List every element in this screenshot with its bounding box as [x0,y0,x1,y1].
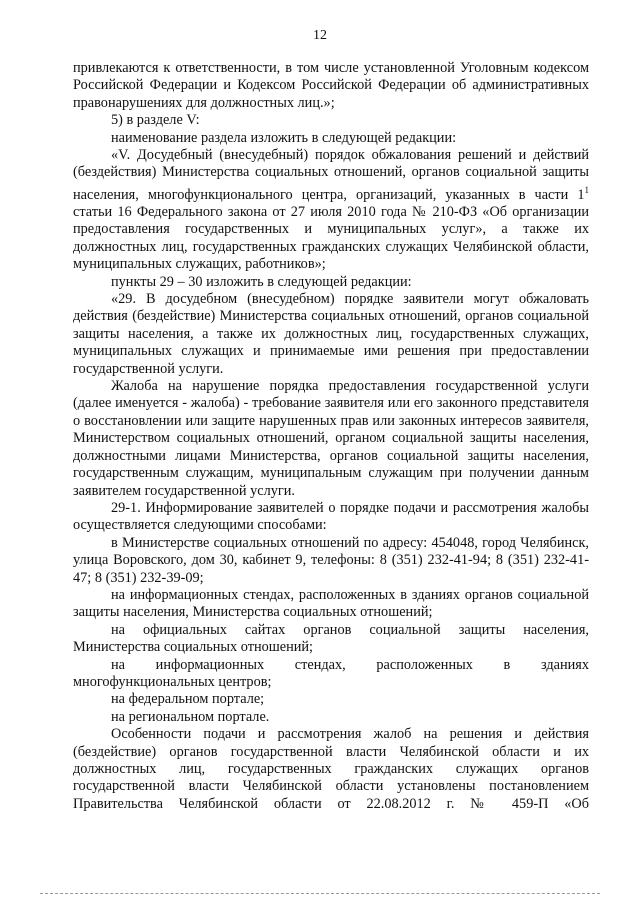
paragraph-stands-mfc: на информационных стендах, расположенных в зданиях многофункциональных центров; [73,656,589,690]
document-body [73,60,589,813]
page-number: 12 [313,28,327,43]
paragraph-complaint-definition: Жалоба на нарушение порядка предоставления государственной услуги (далее именуется - жалоба) - требование заявителя или его законного представителя о восстановлении или защите нарушенных прав или законных интересов заявителя, Министерством социальных отношений, органом социальной защиты населения, должностными лицами Министерства, органов социальной защиты населения, государственным служащим, муниципальным служащим при получении данным заявителем государственной услуги. [73,378,589,499]
paragraph-29: «29. В досудебном (внесудебном) порядке заявители могут обжаловать действия (бездействие) Министерства социальных отношений, органов социальной защиты населения, а также их должностных лиц, государственных служащих, муниципальных служащих и принимаемые ими решения при предоставлении государственной услуги. [73,291,589,377]
paragraph-section-title-intro: наименование раздела изложить в следующей редакции: [111,129,457,146]
paragraph-official-sites: на официальных сайтах органов социальной защиты населения, Министерства социальных отношений; [73,621,589,656]
superscript-1: 1 [584,184,589,195]
paragraph-features: Особенности подачи и рассмотрения жалоб на решения и действия (бездействие) органов государственной власти Челябинской области и их должностных лиц, государственных гражданских служащих органов государственной власти Челябинской области установлены постановлением Правительства Челябинской области от 22.08.2012 г. № 459-П «Об [73,726,589,812]
paragraph-continuation: привлекаются к ответственности, в том числе установленной Уголовным кодексом Российской Федерации и Кодексом Российской Федерации об административных правонарушениях для должностных лиц.»; [73,60,589,111]
paragraph-regional-portal: на региональном портале. [111,708,270,725]
paragraph-section-v: 5) в разделе V: [111,112,200,129]
section-title-text: «V. Досудебный (внесудебный) порядок обжалования решений и действий (бездействия) Министерства социальных отношений, органов социальной защиты населения, многофункционального центра, организаций, указанных в части 1 [73,147,589,203]
paragraph-federal-portal: на федеральном портале; [111,691,265,708]
page-bottom-divider [40,893,600,894]
paragraph-29-1: 29-1. Информирование заявителей о порядке подачи и рассмотрения жалобы осуществляется следующими способами: [73,499,589,534]
section-title-tail: статьи 16 Федерального закона от 27 июля 2010 года № 210-ФЗ «Об организации предоставления государственных и муниципальных услуг», а также их должностных лиц, государственных гражданских служащих Челябинской области, муниципальных служащих, работников»; [73,204,589,273]
paragraph-ministry-address: в Министерстве социальных отношений по адресу: 454048, город Челябинск, улица Воровского, дом 30, кабинет 9, телефоны: 8 (351) 232-41-94; 8 (351) 232-41-47; 8 (351) 232-39-09; [73,534,589,586]
paragraph-points-intro: пункты 29 – 30 изложить в следующей редакции: [111,273,412,290]
paragraph-stands-social: на информационных стендах, расположенных в зданиях органов социальной защиты населения, Министерства социальных отношений; [73,586,589,621]
paragraph-section-title [73,147,589,274]
